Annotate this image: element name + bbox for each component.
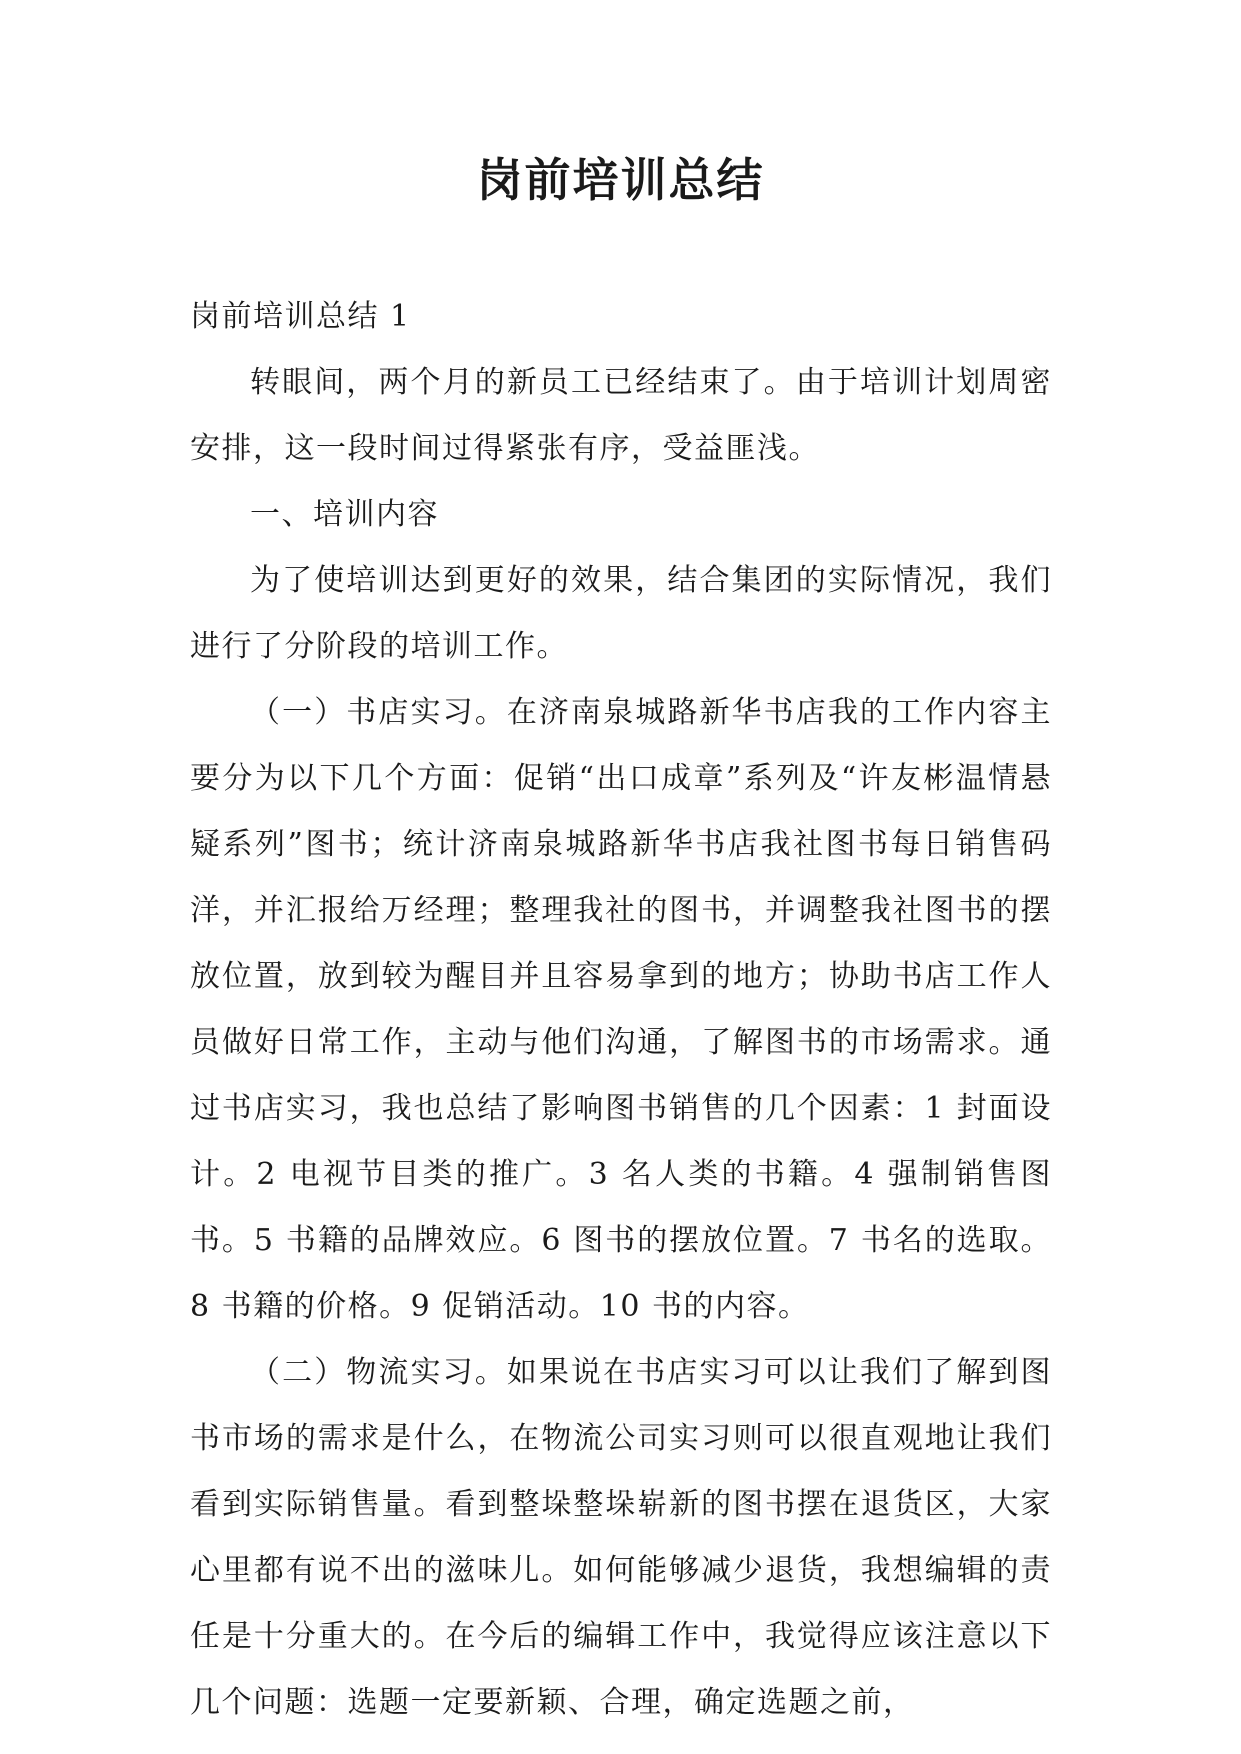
paragraph-heading-training-content: 一、培训内容 [250,497,439,532]
paragraph-logistics-internship: （二）物流实习。如果说在书店实习可以让我们了解到图书市场的需求是什么，在物流公司实习则可以很直观地让我们看到实际销售量。看到整垛整垛崭新的图书摆在退货区，大家心里都有说不出的滋味儿。如何能够减少退货，我想编辑的责任是十分重大的。在今后的编辑工作中，我觉得应该注意以下几个问题：选题一定要新颖、合理，确定选题之前， [190,1355,1052,1720]
paragraph-bookstore-internship: （一）书店实习。在济南泉城路新华书店我的工作内容主要分为以下几个方面：促销“出口成章”系列及“许友彬温情悬疑系列”图书；统计济南泉城路新华书店我社图书每日销售码洋，并汇报给万经理；整理我社的图书，并调整我社图书的摆放位置，放到较为醒目并且容易拿到的地方；协助书店工作人员做好日常工作，主动与他们沟通，了解图书的市场需求。通过书店实习，我也总结了影响图书销售的几个因素：1 封面设计。2 电视节目类的推广。3 名人类的书籍。4 强制销售图书。5 书籍的品牌效应。6 图书的摆放位置。7 书名的选取。8 书籍的价格。9 促销活动。10 书的内容。 [190,695,1052,1324]
document-title: 岗前培训总结 [476,153,765,207]
paragraph-training-stages: 为了使培训达到更好的效果，结合集团的实际情况，我们进行了分阶段的培训工作。 [190,563,1052,664]
section-heading: 岗前培训总结 1 [190,299,411,334]
document-body [190,284,1052,1736]
paragraph-intro: 转眼间，两个月的新员工已经结束了。由于培训计划周密安排，这一段时间过得紧张有序，受益匪浅。 [190,365,1052,466]
